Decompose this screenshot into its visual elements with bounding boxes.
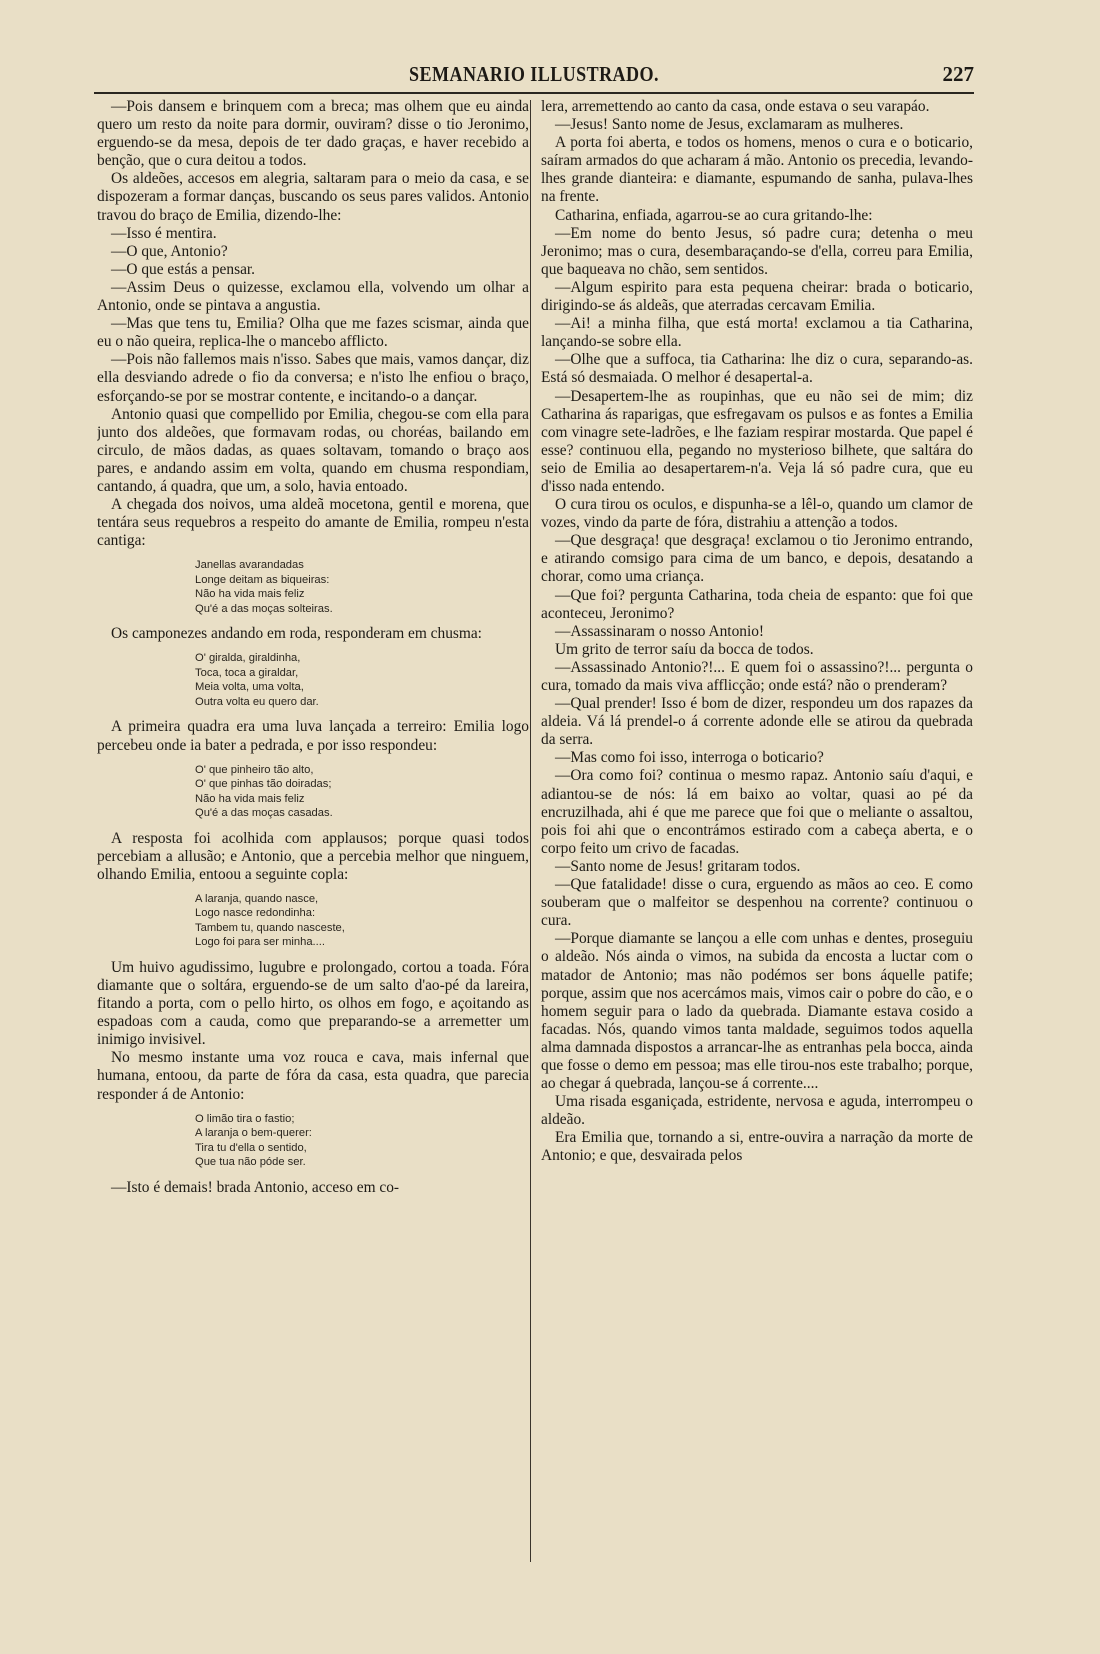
- paragraph: A primeira quadra era uma luva lançada a terreiro: Emilia logo percebeu onde ia bater a pedrada, e por isso respondeu:: [97, 718, 529, 754]
- verse-stanza: [195, 651, 529, 709]
- paragraph: —Que fatalidade! disse o cura, erguendo as mãos ao ceo. E como souberam que o malfeitor se despenhou na corrente? continuou o cura.: [541, 876, 973, 930]
- paragraph: —Jesus! Santo nome de Jesus, exclamaram as mulheres.: [555, 116, 904, 134]
- verse-line: Meia volta, uma volta,: [195, 681, 304, 694]
- verse-line: A laranja, quando nasce,: [195, 892, 319, 905]
- paragraph: Os camponezes andando em roda, responderam em chusma:: [111, 625, 482, 643]
- paragraph: A resposta foi acolhida com applausos; porque quasi todos percebiam a allusão; e Antonio, que a percebia melhor que ninguem, olhando Emilia, entoou a seguinte copla:: [97, 829, 529, 883]
- paragraph: A chegada dos noivos, uma aldeã mocetona, gentil e morena, que tentára seus requebros a respeito do amante de Emilia, rompeu n'esta cantiga:: [97, 496, 529, 550]
- verse-line: Janellas avarandadas: [195, 559, 304, 572]
- paragraph: —Assassinaram o nosso Antonio!: [555, 622, 765, 640]
- header-rule: [94, 92, 974, 94]
- paragraph: lera, arremettendo ao canto da casa, onde estava o seu varapáo.: [541, 98, 930, 115]
- paragraph: —Isto é demais! brada Antonio, acceso em co-: [111, 1178, 400, 1196]
- paragraph: Era Emilia que, tornando a si, entre-ouvira a narração da morte de Antonio; e que, desvairada pelos: [541, 1129, 973, 1165]
- verse-line: Não ha vida mais feliz: [195, 792, 305, 805]
- paragraph: Uma risada esganiçada, estridente, nervosa e aguda, interrompeu o aldeão.: [541, 1093, 973, 1129]
- paragraph: —Isso é mentira.: [111, 224, 217, 242]
- verse-line: A laranja o bem-querer:: [195, 1127, 312, 1140]
- paragraph: Catharina, enfiada, agarrou-se ao cura gritando-lhe:: [555, 206, 873, 224]
- paragraph: O cura tirou os oculos, e dispunha-se a lêl-o, quando um clamor de vozes, vindo da parte de fóra, distrahiu a attenção a todos.: [541, 496, 973, 532]
- paragraph: —Mas como foi isso, interroga o boticario?: [555, 749, 824, 767]
- verse-stanza: [195, 892, 529, 950]
- masthead-title: SEMANARIO ILLUSTRADO.: [409, 62, 659, 86]
- verse-line: Toca, toca a giraldar,: [195, 666, 299, 679]
- paragraph: —Porque diamante se lançou a elle com unhas e dentes, proseguiu o aldeão. Nós ainda o vimos, na subida da encosta a luctar com o matador de Antonio; mas não podémos ser bons áquelle patife; porque, assim que nos acercámos mais, vimos cair o pobre do cão, e o homem seguir para o lado da quebrada. Diamante estava cosido a facadas. Nós, quando vimos tanta maldade, seguimos todos aquella alma damnada dispostos a arrancar-lhe as entranhas pela bocca, ainda que fosse o demo em pessoa; mas elle tirou-nos este trabalho; porque, ao chegar á quebrada, lançou-se á corrente....: [541, 930, 973, 1093]
- paragraph: A porta foi aberta, e todos os homens, menos o cura e o boticario, saíram armados do que acharam á mão. Antonio os precedia, levando-lhes grande dianteira: e diamante, espumando de sanha, pulava-lhes na frente.: [541, 134, 973, 206]
- paragraph: —Olhe que a suffoca, tia Catharina: lhe diz o cura, separando-as. Está só desmaiada. O melhor é desapertal-a.: [541, 351, 973, 387]
- page-header: [94, 60, 974, 90]
- verse-line: Logo foi para ser minha....: [195, 936, 325, 949]
- paragraph: No mesmo instante uma voz rouca e cava, mais infernal que humana, entoou, da parte de fóra da casa, esta quadra, que parecia responder á de Antonio:: [97, 1049, 529, 1103]
- verse-line: Longe deitam as biqueiras:: [195, 573, 330, 586]
- verse-line: O' que pinhas tão doiradas;: [195, 778, 332, 791]
- verse-line: Qu'é a das moças casadas.: [195, 807, 333, 820]
- verse-line: Logo nasce redondinha:: [195, 907, 316, 920]
- left-column: [97, 98, 529, 1563]
- paragraph: —O que estás a pensar.: [111, 260, 256, 278]
- verse-stanza: [195, 763, 529, 821]
- paragraph: —Mas que tens tu, Emilia? Olha que me fazes scismar, ainda que eu o não queira, replica-lhe o mancebo afflicto.: [97, 315, 529, 351]
- paragraph: —Que desgraça! que desgraça! exclamou o tio Jeronimo entrando, e atirando comsigo para cima de um banco, e depois, desatando a chorar, como uma criança.: [541, 532, 973, 586]
- paragraph: —Algum espirito para esta pequena cheirar: brada o boticario, dirigindo-se ás aldeãs, que aterradas cercavam Emilia.: [541, 278, 973, 315]
- verse-stanza: [195, 1112, 529, 1170]
- verse-line: Que tua não póde ser.: [195, 1156, 306, 1169]
- verse-line: Qu'é a das moças solteiras.: [195, 602, 333, 615]
- paragraph: —Que foi? pergunta Catharina, toda cheia de espanto: que foi que aconteceu, Jeronimo?: [541, 586, 973, 622]
- page-number: 227: [942, 62, 974, 86]
- verse-line: Tira tu d'ella o sentido,: [195, 1141, 307, 1154]
- paragraph: —Pois não fallemos mais n'isso. Sabes que mais, vamos dançar, diz ella desviando adrede o fio da conversa; e n'isto lhe enfiou o braço, esforçando-se por se mostrar contente, e incitando-o a dançar.: [97, 351, 529, 405]
- paragraph: —Desapertem-lhe as roupinhas, que eu não sei de mim; diz Catharina ás raparigas, que esfregavam os pulsos e as fontes a Emilia com vinagre sete-ladrões, e lhe faziam respirar mostarda. Que papel é esse? continuou ella, pegando no mysterioso bilhete, que saltára do seio de Emilia ao desapertarem-n'a. Veja lá só padre cura, que eu d'isso nada entendo.: [541, 387, 973, 495]
- paragraph: —O que, Antonio?: [111, 242, 228, 260]
- verse-line: Tambem tu, quando nasceste,: [195, 921, 345, 934]
- verse-line: Não ha vida mais feliz: [195, 588, 305, 601]
- paragraph: —Qual prender! Isso é bom de dizer, respondeu um dos rapazes da aldeia. Vá lá prendel-o á corrente adonde elle se atirou da quebrada da serra.: [541, 695, 973, 749]
- paragraph: Antonio quasi que compellido por Emilia, chegou-se com ella para junto dos aldeões, que formavam rodas, ou choréas, bailando em circulo, de mãos dadas, as quaes soltavam, tomando o braço aos pares, e andando assim em volta, quando em chusma respondiam, cantando, á quadra, que um, a solo, havia entoado.: [97, 405, 529, 495]
- verse-line: O limão tira o fastio;: [195, 1112, 295, 1125]
- right-column: [541, 98, 973, 1563]
- paragraph: —Assassinado Antonio?!... E quem foi o assassino?!... pergunta o cura, tomado da mais viva afflicção; onde está? não o prenderam?: [541, 658, 973, 694]
- paragraph: —Santo nome de Jesus! gritaram todos.: [555, 857, 801, 875]
- column-divider: [530, 100, 531, 1562]
- verse-line: O' giralda, giraldinha,: [195, 652, 301, 665]
- paragraph: —Em nome do bento Jesus, só padre cura; detenha o meu Jeronimo; mas o cura, desembaraçando-se d'ella, correu para Emilia, que baqueava no chão, sem sentidos.: [541, 224, 973, 278]
- paragraph: Os aldeões, accesos em alegria, saltaram para o meio da casa, e se dispozeram a formar danças, buscando os seus pares validos. Antonio travou do braço de Emilia, dizendo-lhe:: [97, 170, 529, 224]
- paragraph: —Ora como foi? continua o mesmo rapaz. Antonio saíu d'aqui, e adiantou-se de nós: lá em baixo ao voltar, quasi ao pé da encruzilhada, ahi é que me parece que foi que o meliante o assaltou, pois foi ahi que o encontrámos estirado com a cabeça aberta, e o corpo feito um crivo de facadas.: [541, 767, 973, 857]
- paragraph: Um grito de terror saíu da bocca de todos.: [555, 640, 814, 658]
- paragraph: Um huivo agudissimo, lugubre e prolongado, cortou a toada. Fóra diamante que o soltára, erguendo-se de um salto d'ao-pé da lareira, fitando a porta, com o pello hirto, os olhos em fogo, e açoitando as espadoas com a cauda, como que preparando-se a arremetter um inimigo invisivel.: [97, 958, 529, 1049]
- paragraph: —Ai! a minha filha, que está morta! exclamou a tia Catharina, lançando-se sobre ella.: [541, 315, 973, 351]
- verse-line: Outra volta eu quero dar.: [195, 695, 319, 708]
- paragraph: —Assim Deus o quizesse, exclamou ella, volvendo um olhar a Antonio, onde se pintava a angustia.: [97, 278, 529, 315]
- verse-line: O' que pinheiro tão alto,: [195, 763, 314, 776]
- paragraph: —Pois dansem e brinquem com a breca; mas olhem que eu ainda quero um resto da noite para dormir, ouviram? disse o tio Jeronimo, erguendo-se da mesa, depois de ter dado graças, e haver recebido a benção, que o cura deitou a todos.: [97, 98, 529, 170]
- verse-stanza: [195, 558, 529, 616]
